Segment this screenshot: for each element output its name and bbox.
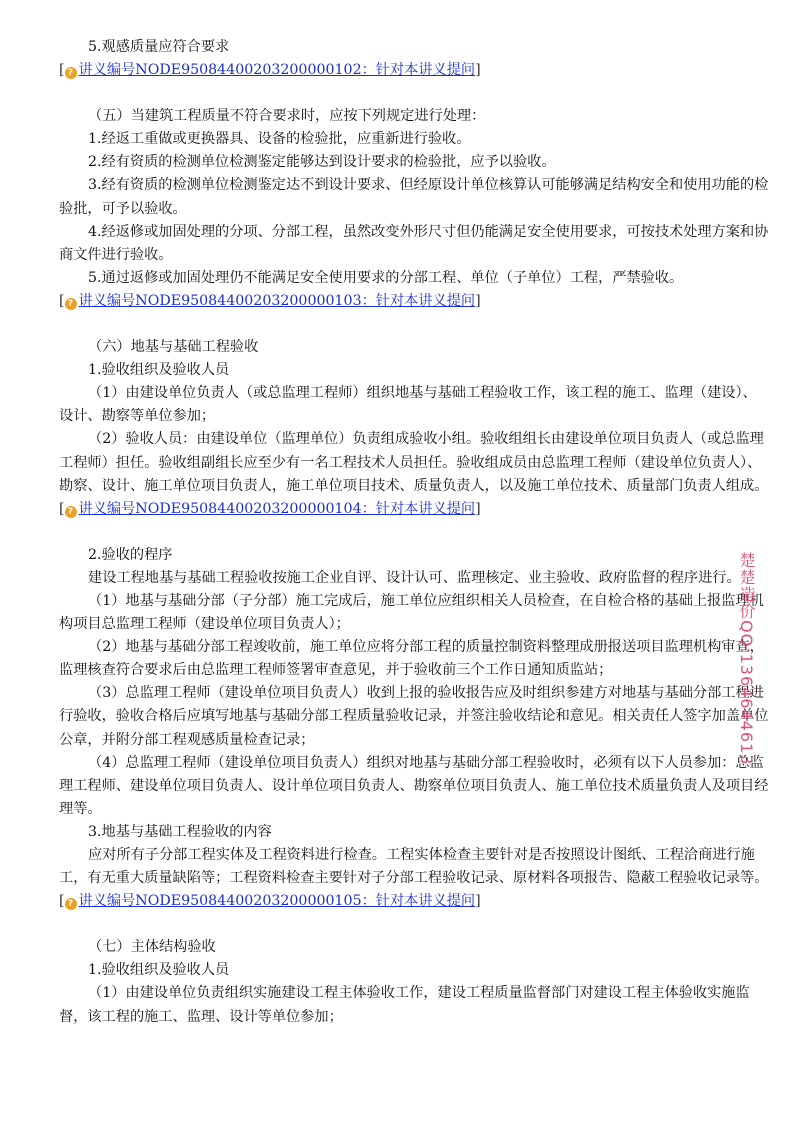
- question-icon[interactable]: ?: [65, 898, 77, 910]
- bracket-open: [: [59, 893, 65, 910]
- section-heading: （七）主体结构验收: [88, 939, 216, 956]
- paragraph: （2）验收人员：由建设单位（监理单位）负责组成验收小组。验收组组长由建设单位项目负责人（或总监理工程师）担任。验收组副组长应至少有一名工程技术人员担任。验收组成员由总监理工程师（建设单位负责人）、勘察、设计、施工单位项目负责人，施工单位项目技术、质量负责人，以及施工单位技术、质量部门负责人组成。: [59, 431, 769, 494]
- paragraph: 应对所有子分部工程实体及工程资料进行检查。工程实体检查主要针对是否按照设计图纸、工程洽商进行施工，有无重大质量缺陷等；工程资料检查主要针对子分部工程验收记录、原材料各项报告、隐蔽工程验收记录等。: [59, 847, 769, 887]
- question-link[interactable]: 讲义编号NODE95084400203200000103：针对本讲义提问: [78, 292, 476, 309]
- question-icon[interactable]: ?: [65, 298, 77, 310]
- bracket-open: [: [59, 500, 65, 517]
- paragraph: 3.经有资质的检测单位检测鉴定达不到设计要求、但经原设计单位核算认可能够满足结构安全和使用功能的检验批，可予以验收。: [59, 177, 769, 217]
- bracket-close: ]: [475, 62, 481, 79]
- paragraph: （1）由建设单位负责人（或总监理工程师）组织地基与基础工程验收工作，该工程的施工、监理（建设）、设计、勘察等单位参加；: [59, 385, 757, 425]
- bracket-close: ]: [475, 292, 481, 309]
- section-heading: （六）地基与基础工程验收: [88, 339, 259, 356]
- paragraph: （1）地基与基础分部（子分部）施工完成后，施工单位应组织相关人员检查，在自检合格的基础上报监理机构项目总监理工程师（建设单位项目负责人）；: [59, 592, 764, 633]
- question-link[interactable]: 讲义编号NODE95084400203200000104：针对本讲义提问: [78, 500, 476, 517]
- subheading: 2.验收的程序: [88, 546, 173, 563]
- subheading: 1.验收组织及验收人员: [88, 362, 230, 379]
- paragraph: 4.经返修或加固处理的分项、分部工程，虽然改变外形尺寸但仍能满足安全使用要求，可按技术处理方案和协商文件进行验收。: [59, 223, 769, 263]
- paragraph: 5.通过返修或加固处理仍不能满足安全使用要求的分部工程、单位（子单位）工程，严禁验收。: [88, 269, 684, 286]
- subheading: 1.验收组织及验收人员: [88, 962, 230, 979]
- question-link-row: [59, 498, 769, 521]
- paragraph: 建设工程地基与基础工程验收按施工企业自评、设计认可、监理核定、业主验收、政府监督的程序进行。: [88, 569, 741, 586]
- watermark-text: 楚楚造价QQ:1364644613: [737, 552, 756, 766]
- paragraph: （3）总监理工程师（建设单位项目负责人）收到上报的验收报告应及时组织参建方对地基与基础分部工程进行验收，验收合格后应填写地基与基础分部工程质量验收记录，并签注验收结论和意见。相关责任人签字加盖单位公章，并附分部工程观感质量检查记录；: [59, 685, 769, 748]
- question-link-row: [59, 59, 769, 82]
- document-body: [59, 36, 769, 1029]
- paragraph: （4）总监理工程师（建设单位项目负责人）组织对地基与基础分部工程验收时，必须有以下人员参加：总监理工程师、建设单位项目负责人、设计单位项目负责人、勘察单位项目负责人、施工单位技术质量负责人及项目经理等。: [59, 754, 769, 817]
- question-link[interactable]: 讲义编号NODE95084400203200000105：针对本讲义提问: [78, 893, 476, 910]
- question-icon[interactable]: ?: [65, 506, 77, 518]
- subheading: 3.地基与基础工程验收的内容: [88, 823, 272, 840]
- question-link[interactable]: 讲义编号NODE95084400203200000102：针对本讲义提问: [78, 62, 476, 79]
- section-heading: （五）当建筑工程质量不符合要求时，应按下列规定进行处理：: [88, 108, 486, 125]
- bracket-close: ]: [475, 893, 481, 910]
- paragraph: 1.经返工重做或更换器具、设备的检验批，应重新进行验收。: [88, 131, 471, 148]
- bracket-open: [: [59, 62, 65, 79]
- bracket-open: [: [59, 292, 65, 309]
- paragraph: 5.观感质量应符合要求: [88, 39, 230, 55]
- paragraph: 2.经有资质的检测单位检测鉴定能够达到设计要求的检验批，应予以验收。: [88, 154, 556, 171]
- question-link-row: [59, 890, 769, 913]
- question-link-row: [59, 290, 769, 313]
- question-icon[interactable]: ?: [65, 67, 77, 79]
- paragraph: （1）由建设单位负责组织实施建设工程主体验收工作，建设工程质量监督部门对建设工程主体验收实施监督，该工程的施工、监理、设计等单位参加；: [59, 985, 750, 1025]
- bracket-close: ]: [475, 500, 481, 517]
- paragraph: （2）地基与基础分部工程竣收前，施工单位应将分部工程的质量控制资料整理成册报送项目监理机构审查，监理核查符合要求后由总监理工程师签署审查意见，并于验收前三个工作日通知质监站；: [59, 639, 764, 679]
